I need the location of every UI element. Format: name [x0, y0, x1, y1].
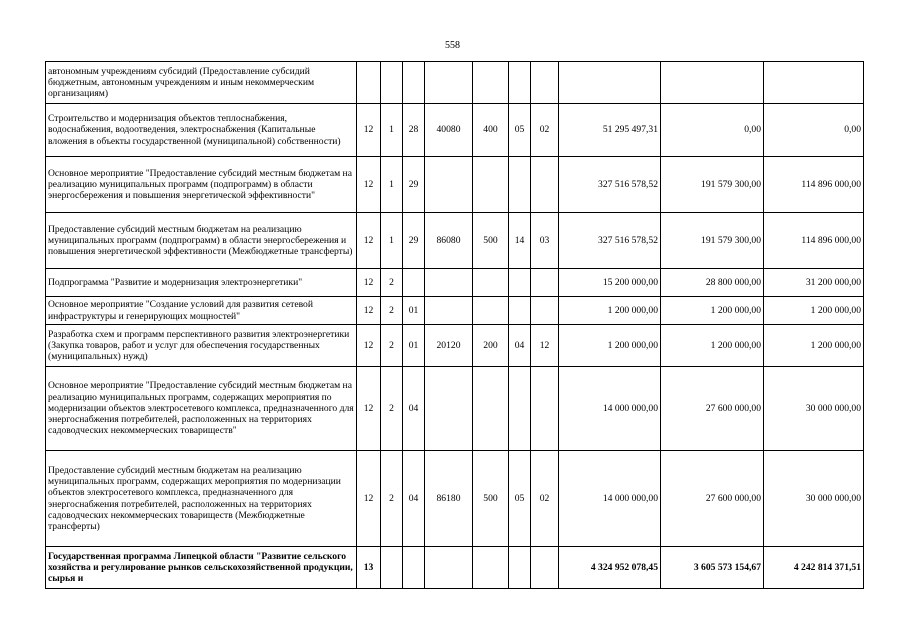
amount-year-1: 51 295 497,31: [559, 104, 661, 157]
amount-year-1: 4 324 952 078,45: [559, 547, 661, 589]
subprogram-code: [381, 62, 403, 104]
table-row: [46, 104, 864, 157]
subsection-code: 02: [531, 104, 559, 157]
amount-year-1: [559, 62, 661, 104]
program-code: 12: [357, 451, 381, 547]
event-code: 28: [403, 104, 425, 157]
amount-year-1: 15 200 000,00: [559, 269, 661, 297]
section-code: 14: [509, 213, 531, 269]
subsection-code: [531, 547, 559, 589]
amount-year-1: 1 200 000,00: [559, 297, 661, 325]
section-code: [509, 269, 531, 297]
amount-year-2: 1 200 000,00: [661, 325, 764, 367]
event-code: 29: [403, 157, 425, 213]
subprogram-code: 1: [381, 213, 403, 269]
amount-year-2: 27 600 000,00: [661, 451, 764, 547]
subprogram-code: 2: [381, 451, 403, 547]
expense-type-code: [473, 157, 509, 213]
row-name: Подпрограмма "Развитие и модернизация электроэнергетики": [46, 269, 357, 297]
table-row: [46, 451, 864, 547]
direction-code: 86180: [425, 451, 473, 547]
amount-year-2: 28 800 000,00: [661, 269, 764, 297]
amount-year-2: 27 600 000,00: [661, 367, 764, 451]
section-code: 05: [509, 104, 531, 157]
subsection-code: 12: [531, 325, 559, 367]
program-code: 12: [357, 213, 381, 269]
event-code: 04: [403, 451, 425, 547]
table-row: [46, 297, 864, 325]
program-code: [357, 62, 381, 104]
program-code: 12: [357, 157, 381, 213]
direction-code: [425, 157, 473, 213]
amount-year-1: 327 516 578,52: [559, 213, 661, 269]
event-code: [403, 269, 425, 297]
subprogram-code: 1: [381, 104, 403, 157]
event-code: 01: [403, 297, 425, 325]
direction-code: [425, 367, 473, 451]
table-row: [46, 547, 864, 589]
subsection-code: [531, 62, 559, 104]
program-code: 12: [357, 269, 381, 297]
section-code: [509, 297, 531, 325]
row-name: Предоставление субсидий местным бюджетам на реализацию муниципальных программ, содержащих мероприятия по модернизации объектов электросетевого комплекса, предназначенного для энергоснабжения потребителей, расположенных на территориях садоводческих некоммерческих товариществ (Межбюджетные трансферты): [46, 451, 357, 547]
budget-table: [45, 61, 864, 589]
amount-year-3: 0,00: [764, 104, 864, 157]
event-code: 01: [403, 325, 425, 367]
expense-type-code: [473, 547, 509, 589]
amount-year-2: 191 579 300,00: [661, 157, 764, 213]
subprogram-code: 2: [381, 367, 403, 451]
amount-year-2: [661, 62, 764, 104]
row-name: Разработка схем и программ перспективного развития электроэнергетики (Закупка товаров, работ и услуг для обеспечения государственных (муниципальных) нужд): [46, 325, 357, 367]
amount-year-3: 1 200 000,00: [764, 297, 864, 325]
program-code: 12: [357, 325, 381, 367]
subsection-code: [531, 157, 559, 213]
amount-year-2: 191 579 300,00: [661, 213, 764, 269]
subsection-code: [531, 297, 559, 325]
row-name: Основное мероприятие "Предоставление субсидий местным бюджетам на реализацию муниципальных программ, содержащих мероприятия по модернизации объектов электросетевого комплекса, предназначенного для энергоснабжения потребителей, расположенных на территориях садоводческих некоммерческих товариществ": [46, 367, 357, 451]
program-code: 12: [357, 297, 381, 325]
amount-year-3: 1 200 000,00: [764, 325, 864, 367]
section-code: [509, 547, 531, 589]
amount-year-2: 3 605 573 154,67: [661, 547, 764, 589]
row-name: автономным учреждениям субсидий (Предоставление субсидий бюджетным, автономным учреждениям и иным некоммерческим организациям): [46, 62, 357, 104]
direction-code: 86080: [425, 213, 473, 269]
section-code: 05: [509, 451, 531, 547]
row-name: Основное мероприятие "Предоставление субсидий местным бюджетам на реализацию муниципальных программ (подпрограмм) в области энергосбережения и повышения энергетической эффективности": [46, 157, 357, 213]
subprogram-code: 1: [381, 157, 403, 213]
amount-year-1: 14 000 000,00: [559, 367, 661, 451]
table-row: [46, 367, 864, 451]
table-row: [46, 325, 864, 367]
section-code: [509, 367, 531, 451]
subprogram-code: 2: [381, 269, 403, 297]
program-code: 12: [357, 104, 381, 157]
expense-type-code: [473, 62, 509, 104]
event-code: [403, 62, 425, 104]
expense-type-code: 500: [473, 451, 509, 547]
event-code: 29: [403, 213, 425, 269]
expense-type-code: [473, 367, 509, 451]
row-name: Государственная программа Липецкой области "Развитие сельского хозяйства и регулирование рынков сельскохозяйственной продукции, сырья и: [46, 547, 357, 589]
direction-code: [425, 269, 473, 297]
expense-type-code: 200: [473, 325, 509, 367]
amount-year-2: 0,00: [661, 104, 764, 157]
direction-code: 40080: [425, 104, 473, 157]
amount-year-3: [764, 62, 864, 104]
direction-code: [425, 547, 473, 589]
subprogram-code: 2: [381, 297, 403, 325]
subprogram-code: [381, 547, 403, 589]
subsection-code: [531, 269, 559, 297]
amount-year-3: 31 200 000,00: [764, 269, 864, 297]
amount-year-3: 4 242 814 371,51: [764, 547, 864, 589]
amount-year-2: 1 200 000,00: [661, 297, 764, 325]
table-row: [46, 157, 864, 213]
row-name: Строительство и модернизация объектов теплоснабжения, водоснабжения, водоотведения, электроснабжения (Капитальные вложения в объекты государственной (муниципальной) собственности): [46, 104, 357, 157]
amount-year-3: 114 896 000,00: [764, 213, 864, 269]
amount-year-3: 30 000 000,00: [764, 367, 864, 451]
subsection-code: 03: [531, 213, 559, 269]
event-code: [403, 547, 425, 589]
row-name: Основное мероприятие "Создание условий для развития сетевой инфраструктуры и генерирующих мощностей": [46, 297, 357, 325]
expense-type-code: 400: [473, 104, 509, 157]
direction-code: [425, 297, 473, 325]
section-code: [509, 62, 531, 104]
subsection-code: 02: [531, 451, 559, 547]
section-code: [509, 157, 531, 213]
table-row: [46, 213, 864, 269]
program-code: 13: [357, 547, 381, 589]
page-number: 558: [445, 40, 460, 51]
section-code: 04: [509, 325, 531, 367]
expense-type-code: [473, 269, 509, 297]
table-row: [46, 269, 864, 297]
expense-type-code: [473, 297, 509, 325]
amount-year-1: 14 000 000,00: [559, 451, 661, 547]
program-code: 12: [357, 367, 381, 451]
direction-code: [425, 62, 473, 104]
amount-year-3: 30 000 000,00: [764, 451, 864, 547]
amount-year-1: 1 200 000,00: [559, 325, 661, 367]
event-code: 04: [403, 367, 425, 451]
subsection-code: [531, 367, 559, 451]
expense-type-code: 500: [473, 213, 509, 269]
table-row: [46, 62, 864, 104]
amount-year-3: 114 896 000,00: [764, 157, 864, 213]
direction-code: 20120: [425, 325, 473, 367]
subprogram-code: 2: [381, 325, 403, 367]
amount-year-1: 327 516 578,52: [559, 157, 661, 213]
row-name: Предоставление субсидий местным бюджетам на реализацию муниципальных программ (подпрограмм) в области энергосбережения и повышения энергетической эффективности (Межбюджетные трансферты): [46, 213, 357, 269]
